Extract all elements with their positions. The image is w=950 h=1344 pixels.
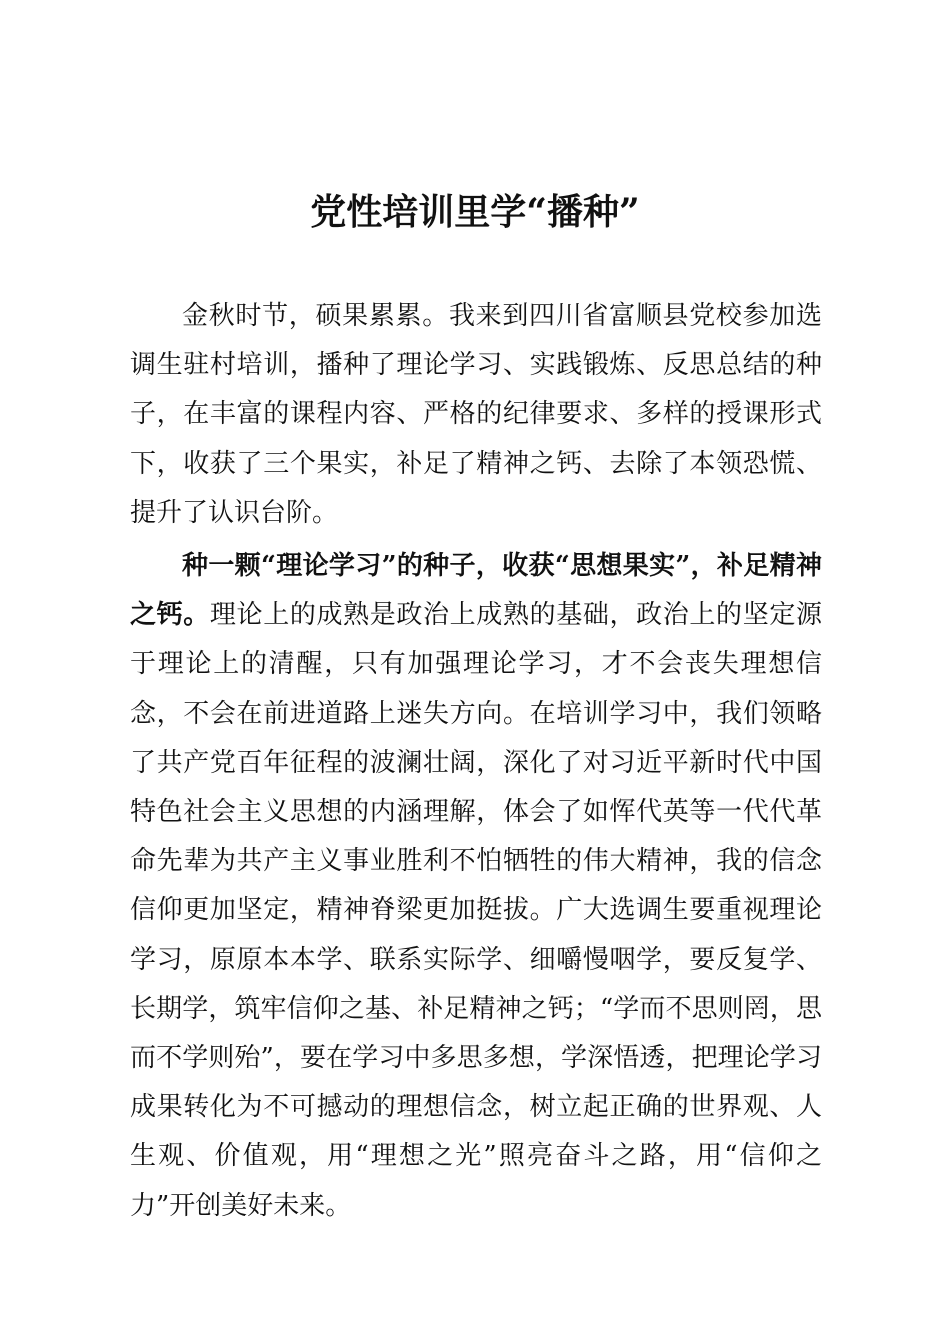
paragraph-intro-text: 金秋时节，硕果累累。我来到四川省富顺县党校参加选调生驻村培训，播种了理论学习、实践锻炼、反思总结的种子，在丰富的课程内容、严格的纪律要求、多样的授课形式下，收获了三个果实，补足了精神之钙、去除了本领恐慌、提升了认识台阶。 <box>130 301 822 528</box>
paragraph-theory-study <box>130 542 822 1231</box>
paragraph-lead-heading: 种一颗“理论学习”的种子，收获“思想果实”，补足精神之钙。 <box>130 551 822 631</box>
paragraph-theory-study-text: 理论上的成熟是政治上成熟的基础，政治上的坚定源于理论上的清醒，只有加强理论学习，才不会丧失理想信念，不会在前进道路上迷失方向。在培训学习中，我们领略了共产党百年征程的波澜壮阔，深化了对习近平新时代中国特色社会主义思想的内涵理解，体会了如恽代英等一代代革命先辈为共产主义事业胜利不怕牺牲的伟大精神，我的信念信仰更加坚定，精神脊梁更加挺拔。广大选调生要重视理论学习，原原本本学、联系实际学、细嚼慢咽学，要反复学、长期学，筑牢信仰之基、补足精神之钙；“学而不思则罔，思而不学则殆”，要在学习中多思多想，学深悟透，把理论学习成果转化为不可撼动的理想信念，树立起正确的世界观、人生观、价值观，用“理想之光”照亮奋斗之路，用“信仰之力”开创美好未来。 <box>130 600 822 1221</box>
paragraph-intro <box>130 292 822 538</box>
document-body <box>130 292 822 1231</box>
document-title: 党性培训里学“播种” <box>310 191 640 233</box>
